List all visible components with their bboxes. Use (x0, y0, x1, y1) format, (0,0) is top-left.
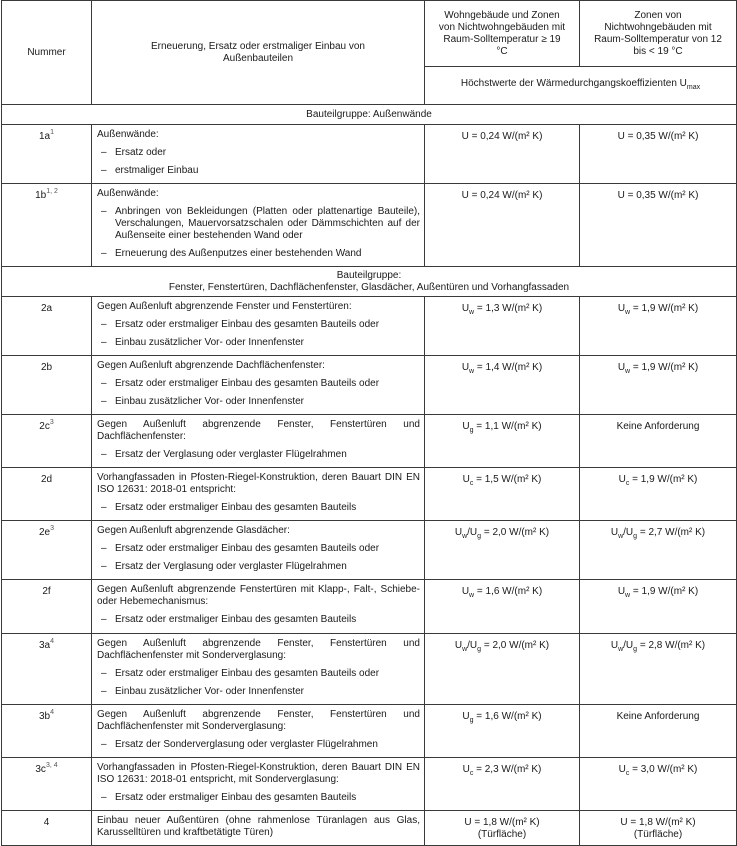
row-description (92, 580, 425, 634)
footnote-ref: 3, 4 (45, 762, 58, 769)
row-list-item: – erstmaliger Einbau (97, 165, 420, 177)
row-list-item: – Ersatz oder erstmaliger Einbau des gesamten Bauteils (97, 792, 420, 804)
row-list-item: – Erneuerung des Außenputzes einer bestehenden Wand (97, 248, 420, 260)
table-row (2, 521, 737, 580)
value-residential (425, 125, 580, 184)
value-nonresidential-text: Keine Anforderung (616, 421, 700, 432)
value-nonresidential-text: $U_w = 1,9$ W/(m² K) (617, 303, 699, 316)
value-residential (425, 634, 580, 705)
row-number-label: 2a (40, 303, 53, 314)
rows-walls (2, 125, 737, 267)
row-number-label: 2c (39, 421, 50, 432)
value-residential (425, 468, 580, 521)
group-windows-line1: Bauteilgruppe: (336, 269, 402, 281)
table-row (2, 580, 737, 634)
row-number-label: 3b (38, 711, 51, 722)
row-list-item: – Ersatz der Verglasung oder verglaster Flügelrahmen (97, 449, 420, 461)
footnote-ref: 4 (50, 638, 55, 645)
value-nonresidential-text: U = 1,8 W/(m² K) (620, 817, 696, 828)
group-windows-line2: Fenster, Fenstertüren, Dachflächenfenster, Glasdächer, Außentüren und Vorhangfassaden (168, 281, 570, 293)
value-nonresidential-text: $U_w/U_g = 2,7$ W/(m² K) (610, 527, 706, 540)
table-row (2, 468, 737, 521)
footnote-ref: 3 (50, 525, 55, 532)
value-nonresidential (580, 521, 737, 580)
value-residential (425, 758, 580, 811)
row-description (92, 356, 425, 415)
value-note: (Türfläche) (633, 829, 683, 840)
row-description (92, 758, 425, 811)
value-nonresidential-text: U = 0,35 W/(m² K) (617, 131, 699, 142)
row-number (2, 758, 92, 811)
value-nonresidential-text: U = 0,35 W/(m² K) (617, 190, 699, 201)
row-number (2, 125, 92, 184)
value-nonresidential (580, 356, 737, 415)
row-number (2, 580, 92, 634)
value-nonresidential (580, 580, 737, 634)
row-description (92, 811, 425, 846)
value-nonresidential (580, 125, 737, 184)
value-residential (425, 356, 580, 415)
value-residential-text: $U_w = 1,3$ W/(m² K) (461, 303, 543, 316)
value-residential-text: $U_w/U_g = 2,0$ W/(m² K) (454, 640, 550, 653)
value-nonresidential-text: $U_c = 1,9$ W/(m² K) (618, 474, 698, 487)
row-description (92, 521, 425, 580)
row-number-label: 2f (42, 586, 51, 597)
value-residential (425, 705, 580, 758)
row-description (92, 184, 425, 267)
value-residential-text: $U_w = 1,6$ W/(m² K) (461, 586, 543, 599)
row-title: Gegen Außenluft abgrenzende Dachflächenfenster: (97, 360, 325, 371)
value-nonresidential (580, 415, 737, 468)
table-row (2, 705, 737, 758)
row-title: Gegen Außenluft abgrenzende Fenstertüren mit Klapp-, Falt-, Schiebe- oder Hebemechanismus: (97, 584, 420, 607)
value-residential (425, 521, 580, 580)
row-list-item: – Anbringen von Bekleidungen (Platten oder plattenartige Bauteile), Verschalungen, Mauervorsatzschalen oder Dämmschichten auf der Außenseite einer bestehenden Wand oder (97, 206, 420, 242)
value-residential (425, 580, 580, 634)
value-nonresidential-text: Keine Anforderung (616, 711, 700, 722)
row-description (92, 468, 425, 521)
row-number (2, 634, 92, 705)
value-nonresidential (580, 468, 737, 521)
value-nonresidential-text: $U_w = 1,9$ W/(m² K) (617, 362, 699, 375)
row-number-label: 4 (43, 817, 50, 828)
table-row (2, 297, 737, 356)
value-residential (425, 297, 580, 356)
header-number: Nummer (2, 1, 92, 105)
value-nonresidential-text: $U_c = 3,0$ W/(m² K) (618, 764, 698, 777)
header-measure: Erneuerung, Ersatz oder erstmaliger Einbau von Außenbauteilen (92, 1, 425, 105)
value-nonresidential (580, 811, 737, 846)
header-max-values (425, 67, 737, 105)
row-number (2, 705, 92, 758)
table-row (2, 811, 737, 846)
table-row (2, 758, 737, 811)
u-value-table (1, 0, 737, 846)
value-nonresidential (580, 758, 737, 811)
row-title: Gegen Außenluft abgrenzende Fenster und Fenstertüren: (97, 301, 352, 312)
table-row (2, 634, 737, 705)
row-number-label: 3a (38, 640, 51, 651)
header-max-subscript: max (686, 83, 701, 91)
row-title: Gegen Außenluft abgrenzende Glasdächer: (97, 525, 290, 536)
row-description (92, 415, 425, 468)
value-note: (Türfläche) (477, 829, 527, 840)
row-title: Gegen Außenluft abgrenzende Fenster, Fenstertüren und Dachflächenfenster mit Sonderverglasung: (97, 709, 420, 732)
row-description (92, 634, 425, 705)
row-list-item: – Ersatz oder erstmaliger Einbau des gesamten Bauteils (97, 614, 420, 626)
header-residential: Wohngebäude und Zonen von Nichtwohngebäuden mit Raum-Solltemperatur ≥ 19 °C (425, 1, 580, 67)
group-walls: Bauteilgruppe: Außenwände (2, 105, 737, 125)
row-number (2, 468, 92, 521)
row-number-label: 3c (35, 764, 46, 775)
value-nonresidential (580, 634, 737, 705)
value-residential (425, 184, 580, 267)
footnote-ref: 4 (50, 709, 55, 716)
value-residential-text: $U_w/U_g = 2,0$ W/(m² K) (454, 527, 550, 540)
row-number-label: 1b (35, 190, 47, 201)
header-max-label: Höchstwerte der Wärmedurchgangskoeffizienten U (460, 77, 687, 89)
footnote-ref: 3 (49, 419, 54, 426)
row-list-item: – Ersatz oder erstmaliger Einbau des gesamten Bauteils oder (97, 668, 420, 680)
value-residential-text: $U_g = 1,1$ W/(m² K) (462, 421, 542, 434)
row-list-item: – Ersatz oder erstmaliger Einbau des gesamten Bauteils oder (97, 319, 420, 331)
value-residential-text: $U_w = 1,4$ W/(m² K) (461, 362, 543, 375)
value-nonresidential-text: $U_w/U_g = 2,8$ W/(m² K) (610, 640, 706, 653)
footnote-ref: 1 (50, 129, 55, 136)
value-nonresidential-text: $U_w = 1,9$ W/(m² K) (617, 586, 699, 599)
row-list-item: – Ersatz oder erstmaliger Einbau des gesamten Bauteils (97, 502, 420, 514)
row-number-label: 2d (40, 474, 53, 485)
row-list-item: – Ersatz oder erstmaliger Einbau des gesamten Bauteils oder (97, 378, 420, 390)
row-list-item: – Ersatz der Verglasung oder verglaster Flügelrahmen (97, 561, 420, 573)
value-residential-text: U = 0,24 W/(m² K) (461, 190, 543, 201)
value-residential-text: $U_g = 1,6$ W/(m² K) (462, 711, 542, 724)
table-row (2, 184, 737, 267)
row-number (2, 297, 92, 356)
row-number (2, 184, 92, 267)
row-title: Gegen Außenluft abgrenzende Fenster, Fenstertüren und Dachflächenfenster: (97, 419, 420, 442)
group-windows (2, 267, 737, 297)
row-title: Außenwände: (97, 188, 159, 199)
value-nonresidential (580, 184, 737, 267)
row-number (2, 415, 92, 468)
rows-windows (2, 297, 737, 846)
row-title: Vorhangfassaden in Pfosten-Riegel-Konstruktion, deren Bauart DIN EN ISO 12631: 2018-01 entspricht: (97, 472, 420, 495)
value-residential (425, 415, 580, 468)
row-number (2, 356, 92, 415)
row-list-item: – Ersatz oder (97, 147, 420, 159)
row-title: Gegen Außenluft abgrenzende Fenster, Fenstertüren und Dachflächenfenster mit Sonderverglasung: (97, 638, 420, 661)
row-list-item: – Ersatz oder erstmaliger Einbau des gesamten Bauteils oder (97, 543, 420, 555)
header-nonresidential: Zonen von Nichtwohngebäuden mit Raum-Solltemperatur von 12 bis < 19 °C (580, 1, 737, 67)
value-residential-text: $U_c = 1,5$ W/(m² K) (462, 474, 542, 487)
row-list-item: – Ersatz der Sonderverglasung oder verglaster Flügelrahmen (97, 739, 420, 751)
table-row (2, 415, 737, 468)
value-nonresidential (580, 297, 737, 356)
row-number-label: 2e (38, 527, 51, 538)
row-number-label: 2b (40, 362, 53, 373)
value-residential-text: U = 0,24 W/(m² K) (461, 131, 543, 142)
row-description (92, 705, 425, 758)
value-residential-text: U = 1,8 W/(m² K) (464, 817, 540, 828)
row-title: Außenwände: (97, 129, 159, 140)
row-list-item: – Einbau zusätzlicher Vor- oder Innenfenster (97, 686, 420, 698)
row-list-item: – Einbau zusätzlicher Vor- oder Innenfenster (97, 337, 420, 349)
footnote-ref: 1, 2 (46, 188, 58, 195)
row-description (92, 297, 425, 356)
row-number (2, 521, 92, 580)
row-list-item: – Einbau zusätzlicher Vor- oder Innenfenster (97, 396, 420, 408)
value-residential (425, 811, 580, 846)
value-nonresidential (580, 705, 737, 758)
row-title: Vorhangfassaden in Pfosten-Riegel-Konstruktion, deren Bauart DIN EN ISO 12631: 2018-01 entspricht, mit Sonderverglasung: (97, 762, 420, 785)
value-residential-text: $U_c = 2,3$ W/(m² K) (462, 764, 542, 777)
row-number-label: 1a (38, 131, 51, 142)
table-row (2, 356, 737, 415)
row-number (2, 811, 92, 846)
row-title: Einbau neuer Außentüren (ohne rahmenlose Türanlagen aus Glas, Karusselltüren und kraftbetätigte Türen) (97, 815, 420, 838)
table-row (2, 125, 737, 184)
row-description (92, 125, 425, 184)
